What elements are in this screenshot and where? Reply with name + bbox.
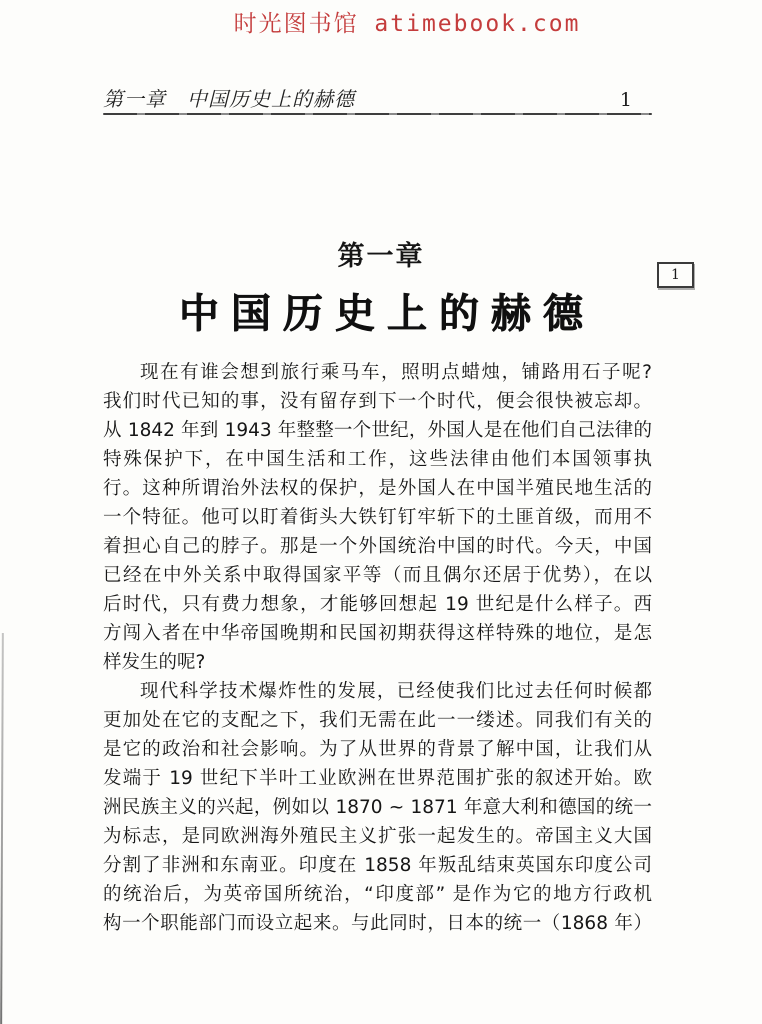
margin-page-marker-number: 1 bbox=[671, 267, 680, 283]
header-rule bbox=[103, 113, 652, 115]
text-line: 方闯入者在中华帝国晚期和民国初期获得这样特殊的地位，是怎 bbox=[103, 623, 652, 644]
text-line: 分割了非洲和东南亚。印度在 1858 年叛乱结束英国东印度公司 bbox=[103, 855, 652, 876]
chapter-title-heading: 中国历史上的赫德 bbox=[179, 290, 595, 337]
text-line: 的统治后，为英帝国所统治，“印度部” 是作为它的地方行政机 bbox=[103, 884, 652, 905]
text-line: 从 1842 年到 1943 年整整一个世纪，外国人是在他们自己法律的 bbox=[103, 420, 652, 441]
paragraph-lines bbox=[103, 358, 652, 938]
text-line: 特殊保护下，在中国生活和工作，这些法律由他们本国领事执 bbox=[103, 449, 652, 470]
text-line: 现在有谁会想到旅行乘马车，照明点蜡烛，铺路用石子呢? bbox=[140, 362, 652, 383]
running-header-page-number: 1 bbox=[619, 89, 632, 111]
text-line: 为标志，是同欧洲海外殖民主义扩张一起发生的。帝国主义大国 bbox=[103, 826, 652, 847]
text-line: 已经在中外关系中取得国家平等（而且偶尔还居于优势），在以 bbox=[103, 565, 652, 586]
running-header bbox=[103, 83, 652, 112]
text-line: 构一个职能部门而设立起来。与此同时，日本的统一（1868 年） bbox=[103, 913, 652, 934]
text-line: 一个特征。他可以盯着街头大铁钉钉牢斩下的土匪首级，而用不 bbox=[103, 507, 652, 528]
chapter-number-heading: 第一章 bbox=[337, 241, 425, 272]
text-line: 后时代，只有费力想象，才能够回想起 19 世纪是什么样子。西 bbox=[103, 594, 652, 615]
body-text bbox=[103, 358, 652, 938]
text-line: 洲民族主义的兴起，例如以 1870 ~ 1871 年意大利和德国的统一 bbox=[103, 797, 652, 818]
text-line: 我们时代已知的事，没有留存到下一个时代，便会很快被忘却。 bbox=[103, 391, 652, 412]
text-line: 行。这种所谓治外法权的保护，是外国人在中国半殖民地生活的 bbox=[103, 478, 652, 499]
text-line: 着担心自己的脖子。那是一个外国统治中国的时代。今天，中国 bbox=[103, 536, 652, 557]
text-line: 发端于 19 世纪下半叶工业欧洲在世界范围扩张的叙述开始。欧 bbox=[103, 768, 652, 789]
text-line: 样发生的呢? bbox=[103, 652, 206, 673]
text-line: 更加处在它的支配之下，我们无需在此一一缕述。同我们有关的 bbox=[103, 710, 652, 731]
scan-artifact-line bbox=[0, 633, 4, 1024]
watermark-banner: 时光图书馆 atimebook.com bbox=[233, 11, 581, 37]
text-line: 现代科学技术爆炸性的发展，已经使我们比过去任何时候都 bbox=[140, 681, 652, 702]
text-line: 是它的政治和社会影响。为了从世界的背景了解中国，让我们从 bbox=[103, 739, 652, 760]
running-header-title: 第一章 中国历史上的赫德 bbox=[103, 87, 355, 111]
